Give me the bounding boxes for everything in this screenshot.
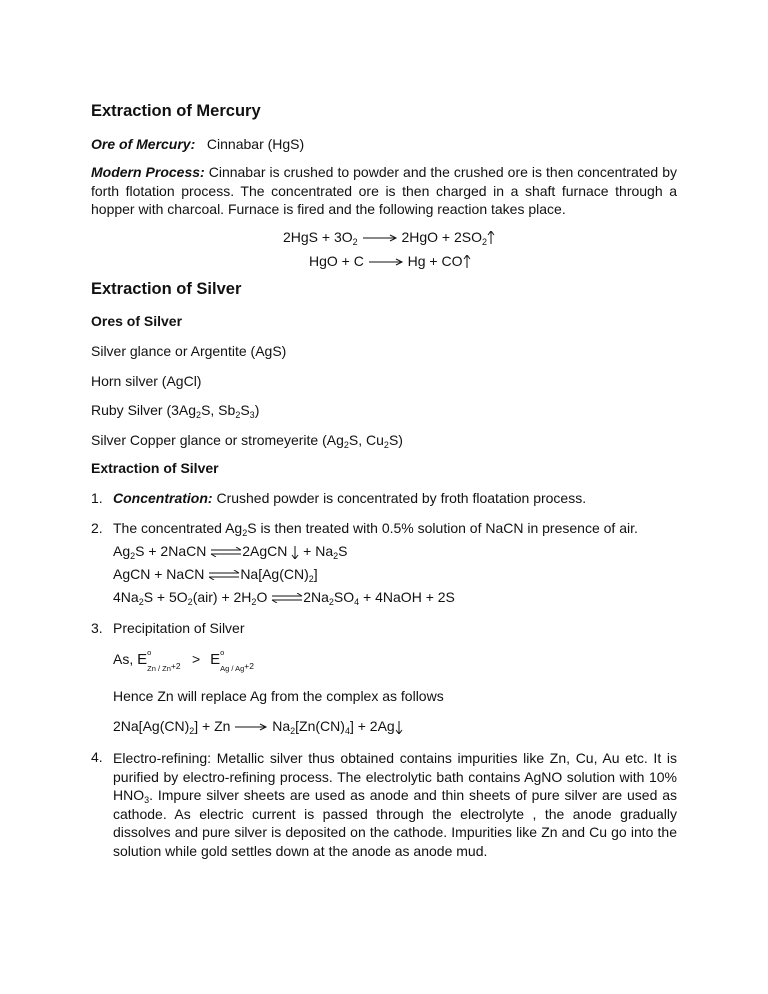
- superscript: o: [147, 648, 152, 657]
- mercury-process-text: Cinnabar is crushed to powder and the crushed ore is then concentrated by forth flotation process. The concentrated ore is then charged in a shaft furnace through a hopper with charcoal. Furnace is fired and the following reaction takes place.: [91, 164, 678, 217]
- subscript: 4: [354, 597, 360, 607]
- step-2-text: [113, 520, 638, 536]
- subscript: 2: [235, 410, 241, 420]
- ores-of-silver-heading: Ores of Silver: [91, 313, 183, 329]
- hence-text: Hence Zn will replace Ag from the complex as follows: [113, 688, 444, 704]
- subscript: 2: [383, 440, 389, 450]
- subscript: 2: [290, 726, 296, 736]
- e-zn-subscript: [147, 663, 180, 673]
- subscript: 2: [130, 551, 136, 561]
- subscript: 2: [196, 410, 202, 420]
- equilibrium-arrow-icon: [208, 570, 240, 580]
- e-ag-term: [210, 648, 262, 673]
- text: Ag: [113, 543, 131, 559]
- step-4-number: 4.: [91, 749, 103, 765]
- precipitate-down-arrow-icon: [395, 720, 403, 734]
- e-zn-term: [137, 648, 185, 673]
- text: S + 2NaCN: [135, 543, 207, 559]
- text: 2Na[Ag(CN): [113, 718, 190, 734]
- precipitate-down-arrow-icon: [291, 545, 299, 559]
- subscript: 3: [249, 410, 255, 420]
- text: AgCN + NaCN: [113, 566, 205, 582]
- text: Na: [272, 718, 291, 734]
- e-symbol: E: [210, 651, 221, 668]
- text: S is then treated with 0.5% solution of NaCN in presence of air.: [247, 520, 638, 536]
- text: ): [254, 402, 260, 418]
- equation-text: 2HgS + 3O: [283, 229, 353, 245]
- mercury-heading: Extraction of Mercury: [91, 102, 261, 120]
- gas-up-arrow-icon: [487, 231, 495, 245]
- mercury-equation-2: [309, 253, 471, 269]
- text: Zn / Zn: [147, 664, 171, 673]
- subscript: 2: [482, 237, 488, 247]
- mercury-ore-label: Ore of Mercury:: [91, 136, 196, 152]
- step-3-text: Precipitation of Silver: [113, 620, 245, 636]
- step-1-number: 1.: [91, 490, 103, 506]
- step-4-paragraph: [113, 749, 677, 860]
- text: ] + Zn: [194, 718, 231, 734]
- right-arrow-icon: [362, 234, 398, 242]
- text: . Impure silver sheets are used as anode and thin sheets of pure silver are used as cathode. As electric current is passed through the electrolyte , the anode gradually dissolves and pure silver is deposited on the cathode. Impurities like Zn and Cu go into the solution while gold settles down at the anode as anode mud.: [113, 787, 677, 859]
- subscript: 2: [187, 597, 193, 607]
- subscript: 2: [308, 574, 314, 584]
- text: S: [240, 402, 250, 418]
- text: The concentrated Ag: [113, 520, 243, 536]
- step-1-text: Crushed powder is concentrated by froth floatation process.: [216, 490, 587, 506]
- subscript: 4: [344, 726, 350, 736]
- greater-than: >: [192, 651, 201, 667]
- subscript: 2: [352, 237, 358, 247]
- right-arrow-icon: [234, 723, 268, 731]
- charge: +2: [244, 661, 254, 671]
- text: (air) + 2H: [192, 589, 252, 605]
- step-2-number: 2.: [91, 520, 103, 536]
- step-1: [113, 490, 586, 506]
- equation-text: 2HgO + 2SO: [401, 229, 482, 245]
- silver-ore-2: Horn silver (AgCl): [91, 373, 202, 389]
- mercury-ore-line: [91, 136, 304, 152]
- reaction-4: [113, 718, 403, 734]
- silver-heading: Extraction of Silver: [91, 280, 242, 298]
- text: S): [388, 432, 403, 448]
- equation-text: Hg + CO: [407, 253, 463, 269]
- silver-ore-3: [91, 402, 259, 418]
- superscript: o: [220, 648, 225, 657]
- mercury-process-label: Modern Process:: [91, 164, 205, 180]
- reaction-1: [113, 543, 347, 559]
- text: S: [338, 543, 348, 559]
- text: [Zn(CN): [295, 718, 345, 734]
- text: + Na: [303, 543, 334, 559]
- subscript: 2: [328, 597, 334, 607]
- silver-ore-1: Silver glance or Argentite (AgS): [91, 343, 287, 359]
- right-arrow-icon: [368, 258, 404, 266]
- subscript: 3: [144, 795, 150, 805]
- subscript: 2: [138, 597, 144, 607]
- mercury-process-paragraph: [91, 163, 677, 219]
- electrode-potential-comparison: [113, 648, 262, 673]
- gas-up-arrow-icon: [463, 255, 471, 269]
- reaction-3: [113, 589, 455, 605]
- equilibrium-arrow-icon: [210, 547, 242, 557]
- step-3-number: 3.: [91, 620, 103, 636]
- reaction-2: [113, 566, 318, 582]
- subscript: 2: [333, 551, 339, 561]
- subscript: 2: [189, 726, 195, 736]
- text: 2AgCN: [242, 543, 288, 559]
- subscript: 2: [343, 440, 349, 450]
- text: ] + 2Ag: [349, 718, 395, 734]
- text: SO: [333, 589, 355, 605]
- text: 4Na: [113, 589, 139, 605]
- text: Na[Ag(CN): [240, 566, 309, 582]
- mercury-equation-1: [283, 229, 495, 245]
- charge: +2: [170, 661, 181, 671]
- text: O: [256, 589, 268, 605]
- text: Electro-refining: Metallic silver thus obtained contains impurities like Zn, Cu, Au etc. It is purified by electro-refining process. The electrolytic bath contains AgNO solution with 10% HNO: [113, 750, 677, 803]
- text: Silver Copper glance or stromeyerite (Ag: [91, 432, 344, 448]
- step-1-label: Concentration:: [113, 490, 213, 506]
- text: Ag / Ag: [220, 664, 245, 673]
- text: ]: [313, 566, 318, 582]
- as-label: As,: [113, 651, 134, 667]
- mercury-ore-value: Cinnabar (HgS): [206, 136, 305, 152]
- extraction-of-silver-heading: Extraction of Silver: [91, 460, 219, 476]
- text: + 4NaOH + 2S: [359, 589, 455, 605]
- text: S, Sb: [201, 402, 236, 418]
- silver-ore-4: [91, 432, 403, 448]
- subscript: 2: [251, 597, 257, 607]
- text: S, Cu: [348, 432, 384, 448]
- subscript: 2: [242, 528, 248, 538]
- e-ag-subscript: [220, 663, 254, 673]
- text: 2Na: [303, 589, 329, 605]
- text: Ruby Silver (3Ag: [91, 402, 197, 418]
- e-symbol: E: [137, 651, 148, 668]
- equation-text: HgO + C: [309, 253, 364, 269]
- equilibrium-arrow-icon: [271, 593, 303, 603]
- text: S + 5O: [143, 589, 188, 605]
